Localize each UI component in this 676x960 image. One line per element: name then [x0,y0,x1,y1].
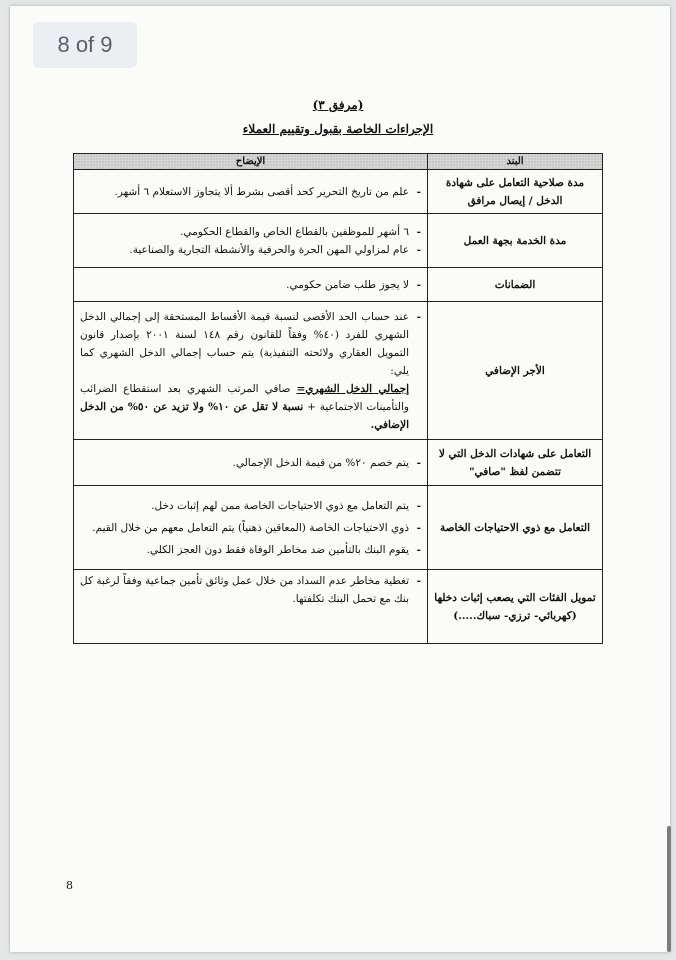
formula-ratio: نسبة لا تقل عن ١٠% ولا تزيد عن ٥٠% من الدخل الإضافي. [80,400,409,431]
row-item: تمويل الفئات التي يصعب إثبات دخلها (كهربائي- ترزي- سباك.....) [428,570,603,644]
list-item: - يقوم البنك بالتأمين ضد مخاطر الوفاة فقط دون العجز الكلي. [80,541,421,559]
page-indicator: 8 of 9 [33,22,137,68]
table-row [74,302,603,440]
list-item: - ذوي الاحتياجات الخاصة (المعاقين ذهنياً) يتم التعامل معهم من خلال القيم. [80,519,421,537]
row-item: الضمانات [428,268,603,302]
row-item: مدة الخدمة بجهة العمل [428,214,603,268]
list-item: - لا يجوز طلب ضامن حكومي. [80,276,421,294]
list-item: - علم من تاريخ التحرير كحد أقصى بشرط ألا يتجاوز الاستعلام ٦ أشهر. [80,183,421,201]
list-item: - يتم خصم ٢٠% من قيمة الدخل الإجمالي. [80,454,421,472]
footer-page-number: 8 [66,879,73,892]
formula-text: صافي المرتب الشهري بعد استقطاع الضرائب والتأمينات الاجتماعية + [80,382,409,413]
table-header-row [74,154,603,170]
table-row [74,440,603,486]
list-item: - ٦ أشهر للموظفين بالقطاع الخاص والقطاع الحكومي. [80,223,421,241]
row-item: الأجر الإضافي [428,302,603,440]
procedures-table [73,153,603,644]
scrollbar-thumb[interactable] [667,826,671,952]
list-item: - عام لمزاولي المهن الحرة والحرفية والأنشطة التجارية والصناعية. [80,241,421,259]
row-description [74,302,428,440]
annex-title: (مرفق ٣) [312,98,364,112]
table-row [74,268,603,302]
header-description: الإيضاح [74,154,428,170]
header-item: البند [428,154,603,170]
row-item: التعامل مع ذوي الاحتياجات الخاصة [428,486,603,570]
row-description [74,214,428,268]
list-item: - يتم التعامل مع ذوي الاحتياجات الخاصة ممن لهم إثبات دخل. [80,497,421,515]
table-row [74,170,603,214]
table-row [74,486,603,570]
document-heading: الإجراءات الخاصة بقبول وتقييم العملاء [242,122,434,136]
list-item: - تغطية مخاطر عدم السداد من خلال عمل وثائق تأمين جماعية وفقاً لرغبة كل بنك مع تحمل البنك تكلفتها. [80,572,421,608]
table-row [74,214,603,268]
row-description [74,170,428,214]
list-item [80,308,421,434]
row-item: التعامل على شهادات الدخل التي لا تتضمن لفظ "صافي" [428,440,603,486]
row-item: مدة صلاحية التعامل على شهادة الدخل / إيصال مرافق [428,170,603,214]
overtime-intro: عند حساب الحد الأقصى لنسبة قيمة الأقساط المستحقة إلى إجمالي الدخل الشهري للفرد (٤٠% وفقاً للقانون رقم ١٤٨ لسنة ٢٠٠١ بإصدار قانون التمويل العقاري ولائحته التنفيذية) يتم حساب إجمالي الدخل الشهري كما يلي: [80,310,409,377]
table-row [74,570,603,644]
formula-term: إجمالي الدخل الشهري= [296,382,409,395]
row-description [74,570,428,644]
row-description [74,486,428,570]
row-description [74,268,428,302]
row-description [74,440,428,486]
